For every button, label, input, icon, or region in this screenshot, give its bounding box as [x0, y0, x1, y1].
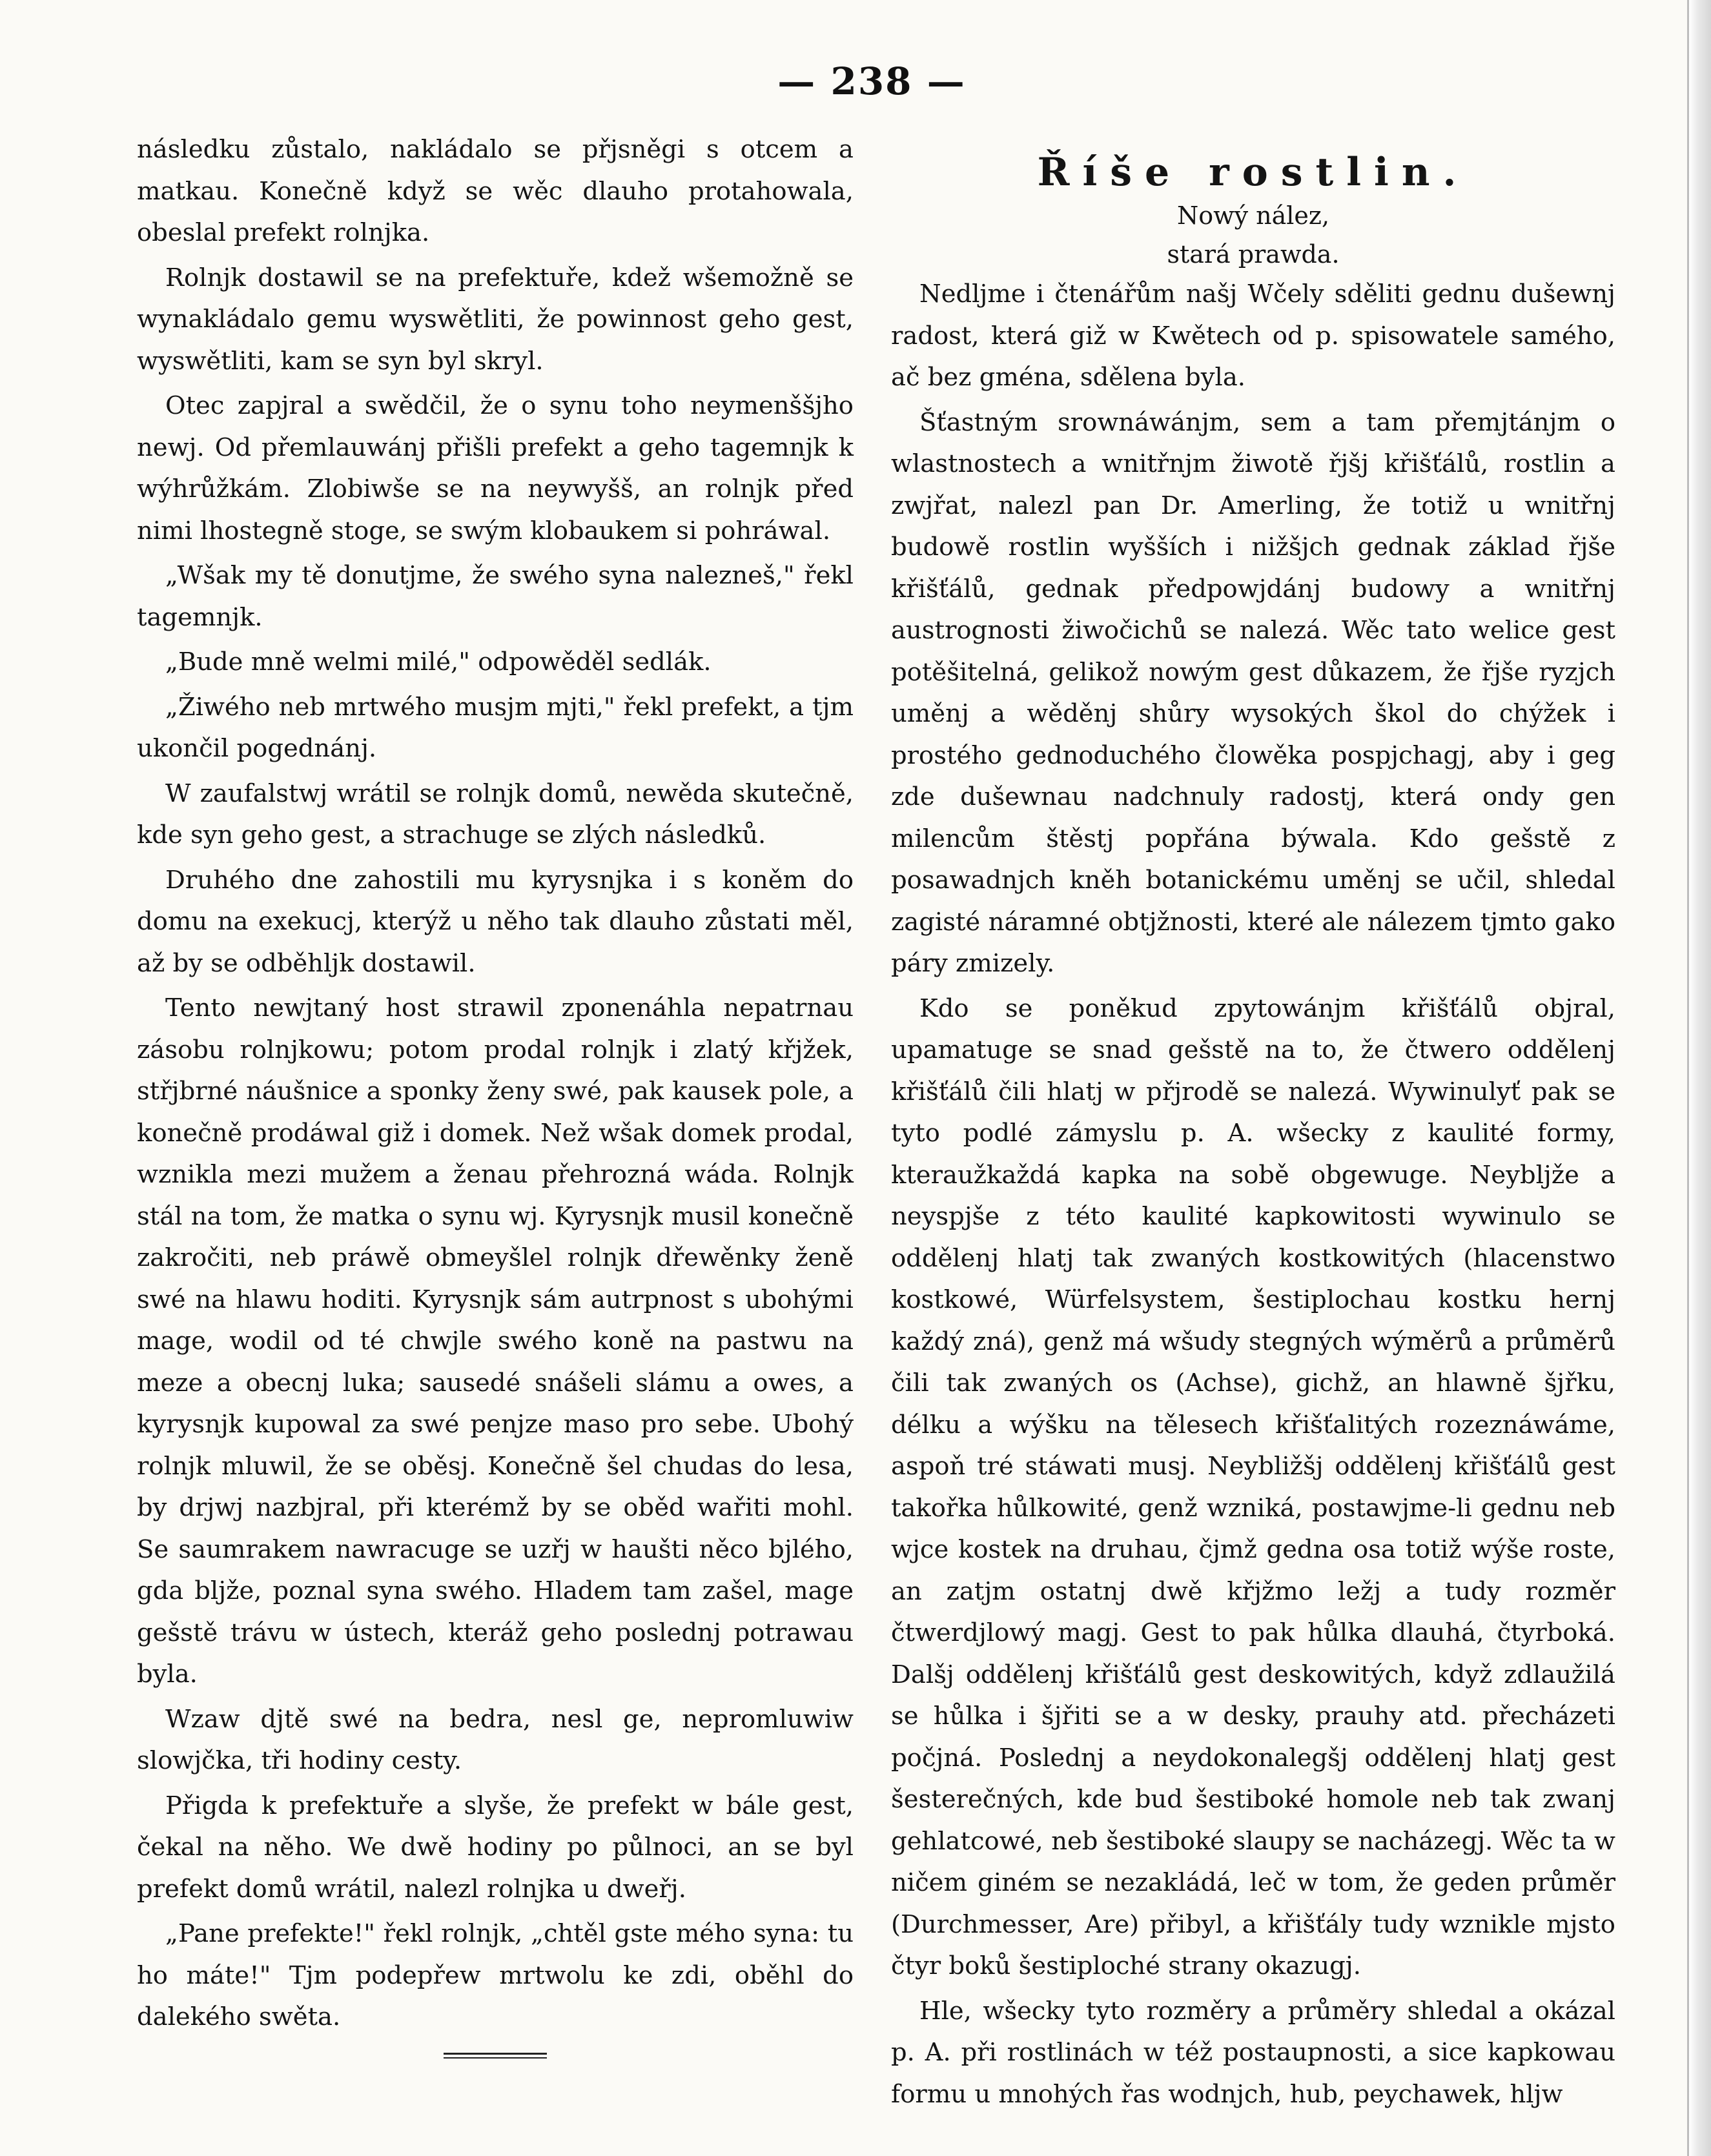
- left-paragraph: W zaufalstwj wrátil se rolnjk domů, newěda skutečně, kde syn geho gest, a strachuge se zlých následků.: [137, 778, 854, 849]
- article-subtitle: Nowý nález,: [1176, 201, 1330, 230]
- right-column: [891, 129, 1615, 2119]
- left-paragraph: následku zůstalo, nakládalo se přjsněgi s otcem a matkau. Konečně když se wěc dlauho protahowala, obeslal prefekt rolnjka.: [137, 135, 854, 247]
- left-paragraph: Rolnjk dostawil se na prefektuře, kdež wšemožně se wynakládalo gemu wyswětliti, že powinnost geho gest, wyswětliti, kam se syn byl skryl.: [137, 263, 854, 376]
- right-paragraph: Nedljme i čtenářům našj Wčely sděliti gednu dušewnj radost, která giž w Kwětech od p. spisowatele samého, ač bez gména, sdělena byla.: [891, 280, 1615, 392]
- page-number: — 238 —: [777, 59, 966, 103]
- left-paragraph: Otec zapjral a swědčil, že o synu toho neymenššjho newj. Od přemlauwánj přišli prefekt a geho tagemnjk k wýhrůžkám. Zlobiwše se na neywyšš, an rolnjk před nimi lhostegně stoge, se swým klobaukem si pohráwal.: [137, 391, 854, 545]
- right-paragraph: Hle, wšecky tyto rozměry a průměry shledal a okázal p. A. při rostlinách w též postaupnosti, a sice kapkowau formu u mnohých řas wodnjch, hub, peychawek, hljw: [891, 1996, 1615, 2109]
- right-paragraph: Kdo se poněkud zpytowánjm křišťálů objral, upamatuge se snad gešstě na to, že čtwero oddělenj křišťálů čili hlatj w přjrodě se nalezá. Wywinulyť pak se tyto podlé zámyslu p. A. wšecky z kaulité formy, kteraužkaždá kapka na sobě obgewuge. Neybljže a neyspjše z této kaulité kapkowitosti wywinulo se oddělenj hlatj tak zwaných kostkowitých (hlacenstwo kostkowé, Würfelsystem, šestiplochau kostku hernj každý zná), genž má wšudy stegných wýměrů a průměrů čili tak zwaných os (Achse), gichž, an hlawně šjřku, délku a wýšku na tělesech křišťalitých rozeznáwáme, aspoň tré stáwati musj. Neybližšj oddělenj křišťálů gest takořka hůlkowité, genž wzniká, postawjme-li gednu neb wjce kostek na druhau, čjmž gedna osa totiž wýše roste, an zatjm ostatnj dwě křjžmo ležj a tudy rozměr čtwerdjlowý magj. Gest to pak hůlka dlauhá, čtyrboká. Dalšj oddělenj křišťálů gest deskowitých, když zdlaužilá se hůlka i šjřiti se a w desky, prauhy atd. přecházeti počjná. Poslednj a neydokonalegšj oddělenj hlatj gest šesterečných, kde bud šestiboké homole neb tak zwanj gehlatcowé, neb šestiboké slaupy se nacházegj. Wěc ta w ničem giném se nezakládá, leč w tom, že geden průměr (Durchmesser, Are) přibyl, a křišťály tudy wznikle mjsto čtyr boků šestiploché strany okazugj.: [891, 993, 1615, 1980]
- left-paragraph: Druhého dne zahostili mu kyrysnjka i s koněm do domu na exekucj, kterýž u něho tak dlauho zůstati měl, až by se odběhljk dostawil.: [137, 865, 854, 978]
- left-column: [137, 129, 854, 2061]
- left-paragraph: „Wšak my tě donutjme, že swého syna nalezneš," řekl tagemnjk.: [137, 561, 854, 632]
- section-divider: [444, 2053, 547, 2059]
- left-paragraph: Wzaw djtě swé na bedra, nesl ge, nepromluwiw slowjčka, tři hodiny cesty.: [137, 1704, 854, 1775]
- page-edge: [1689, 0, 1711, 2156]
- article-subtitle: stará prawda.: [1167, 240, 1340, 269]
- left-paragraph: Přigda k prefektuře a slyše, že prefekt w bále gest, čekal na něho. We dwě hodiny po půlnoci, an se byl prefekt domů wrátil, nalezl rolnjka u dweřj.: [137, 1791, 854, 1904]
- left-paragraph: „Bude mně welmi milé," odpowěděl sedlák.: [165, 647, 712, 676]
- left-paragraph: Tento newjtaný host strawil zponenáhla nepatrnau zásobu rolnjkowu; potom prodal rolnjk i zlatý křjžek, střjbrné náušnice a sponky ženy swé, pak kausek pole, a konečně prodáwal giž i domek. Než wšak domek prodal, wznikla mezi mužem a ženau přehrozná wáda. Rolnjk stál na tom, že matka o synu wj. Kyrysnjk musil konečně zakročiti, neb práwě obmeyšlel rolnjk dřewěnky ženě swé na hlawu hoditi. Kyrysnjk sám autrpnost s ubohými mage, wodil od té chwjle swého koně na pastwu na meze a obecnj luka; sausedé snášeli slámu a owes, a kyrysnjk kupowal za swé penjze maso pro sebe. Ubohý rolnjk mluwil, že se oběsj. Konečně šel chudas do lesa, by drjwj nazbjral, při kterémž by se oběd wařiti mohl. Se saumrakem nawracuge se uzřj w haušti něco bjlého, gda bljže, poznal syna swého. Hladem tam zašel, mage gešstě trávu w ústech, kteráž geho poslednj potrawau byla.: [137, 993, 854, 1689]
- right-paragraph: Šťastným srownáwánjm, sem a tam přemjtánjm o wlastnostech a wnitřnjm žiwotě řjšj křišťálů, rostlin a zwjřat, nalezl pan Dr. Amerling, že totiž u wnitřnj budowě rostlin wyšších i nižšjch gednak základ řjše křišťálů, gednak předpowjdánj budowy a wnitřnj austrognosti žiwočichů se nalezá. Wěc tato welice gest potěšitelná, gelikož nowým gest důkazem, že řjše ryzjch uměnj a wěděnj shůry wysokých škol do chýžek i prostého gednoduchého člowěka pospjchagj, aby i geg zde dušewnau nadchnuly radostj, která ondy gen milencům štěstj popřána býwala. Kdo gešstě z posawadnjch kněh botanickému uměnj se učil, shledal zagisté náramné obtjžnosti, které ale nálezem tjmto gako páry zmizely.: [891, 407, 1615, 978]
- left-paragraph: „Pane prefekte!" řekl rolnjk, „chtěl gste mého syna: tu ho máte!" Tjm podepřew mrtwolu ke zdi, oběhl do dalekého swěta.: [137, 1919, 854, 2031]
- article-title: Říše rostlin.: [1037, 150, 1470, 195]
- left-paragraph: „Žiwého neb mrtwého musjm mjti," řekl prefekt, a tjm ukončil pogednánj.: [137, 692, 854, 763]
